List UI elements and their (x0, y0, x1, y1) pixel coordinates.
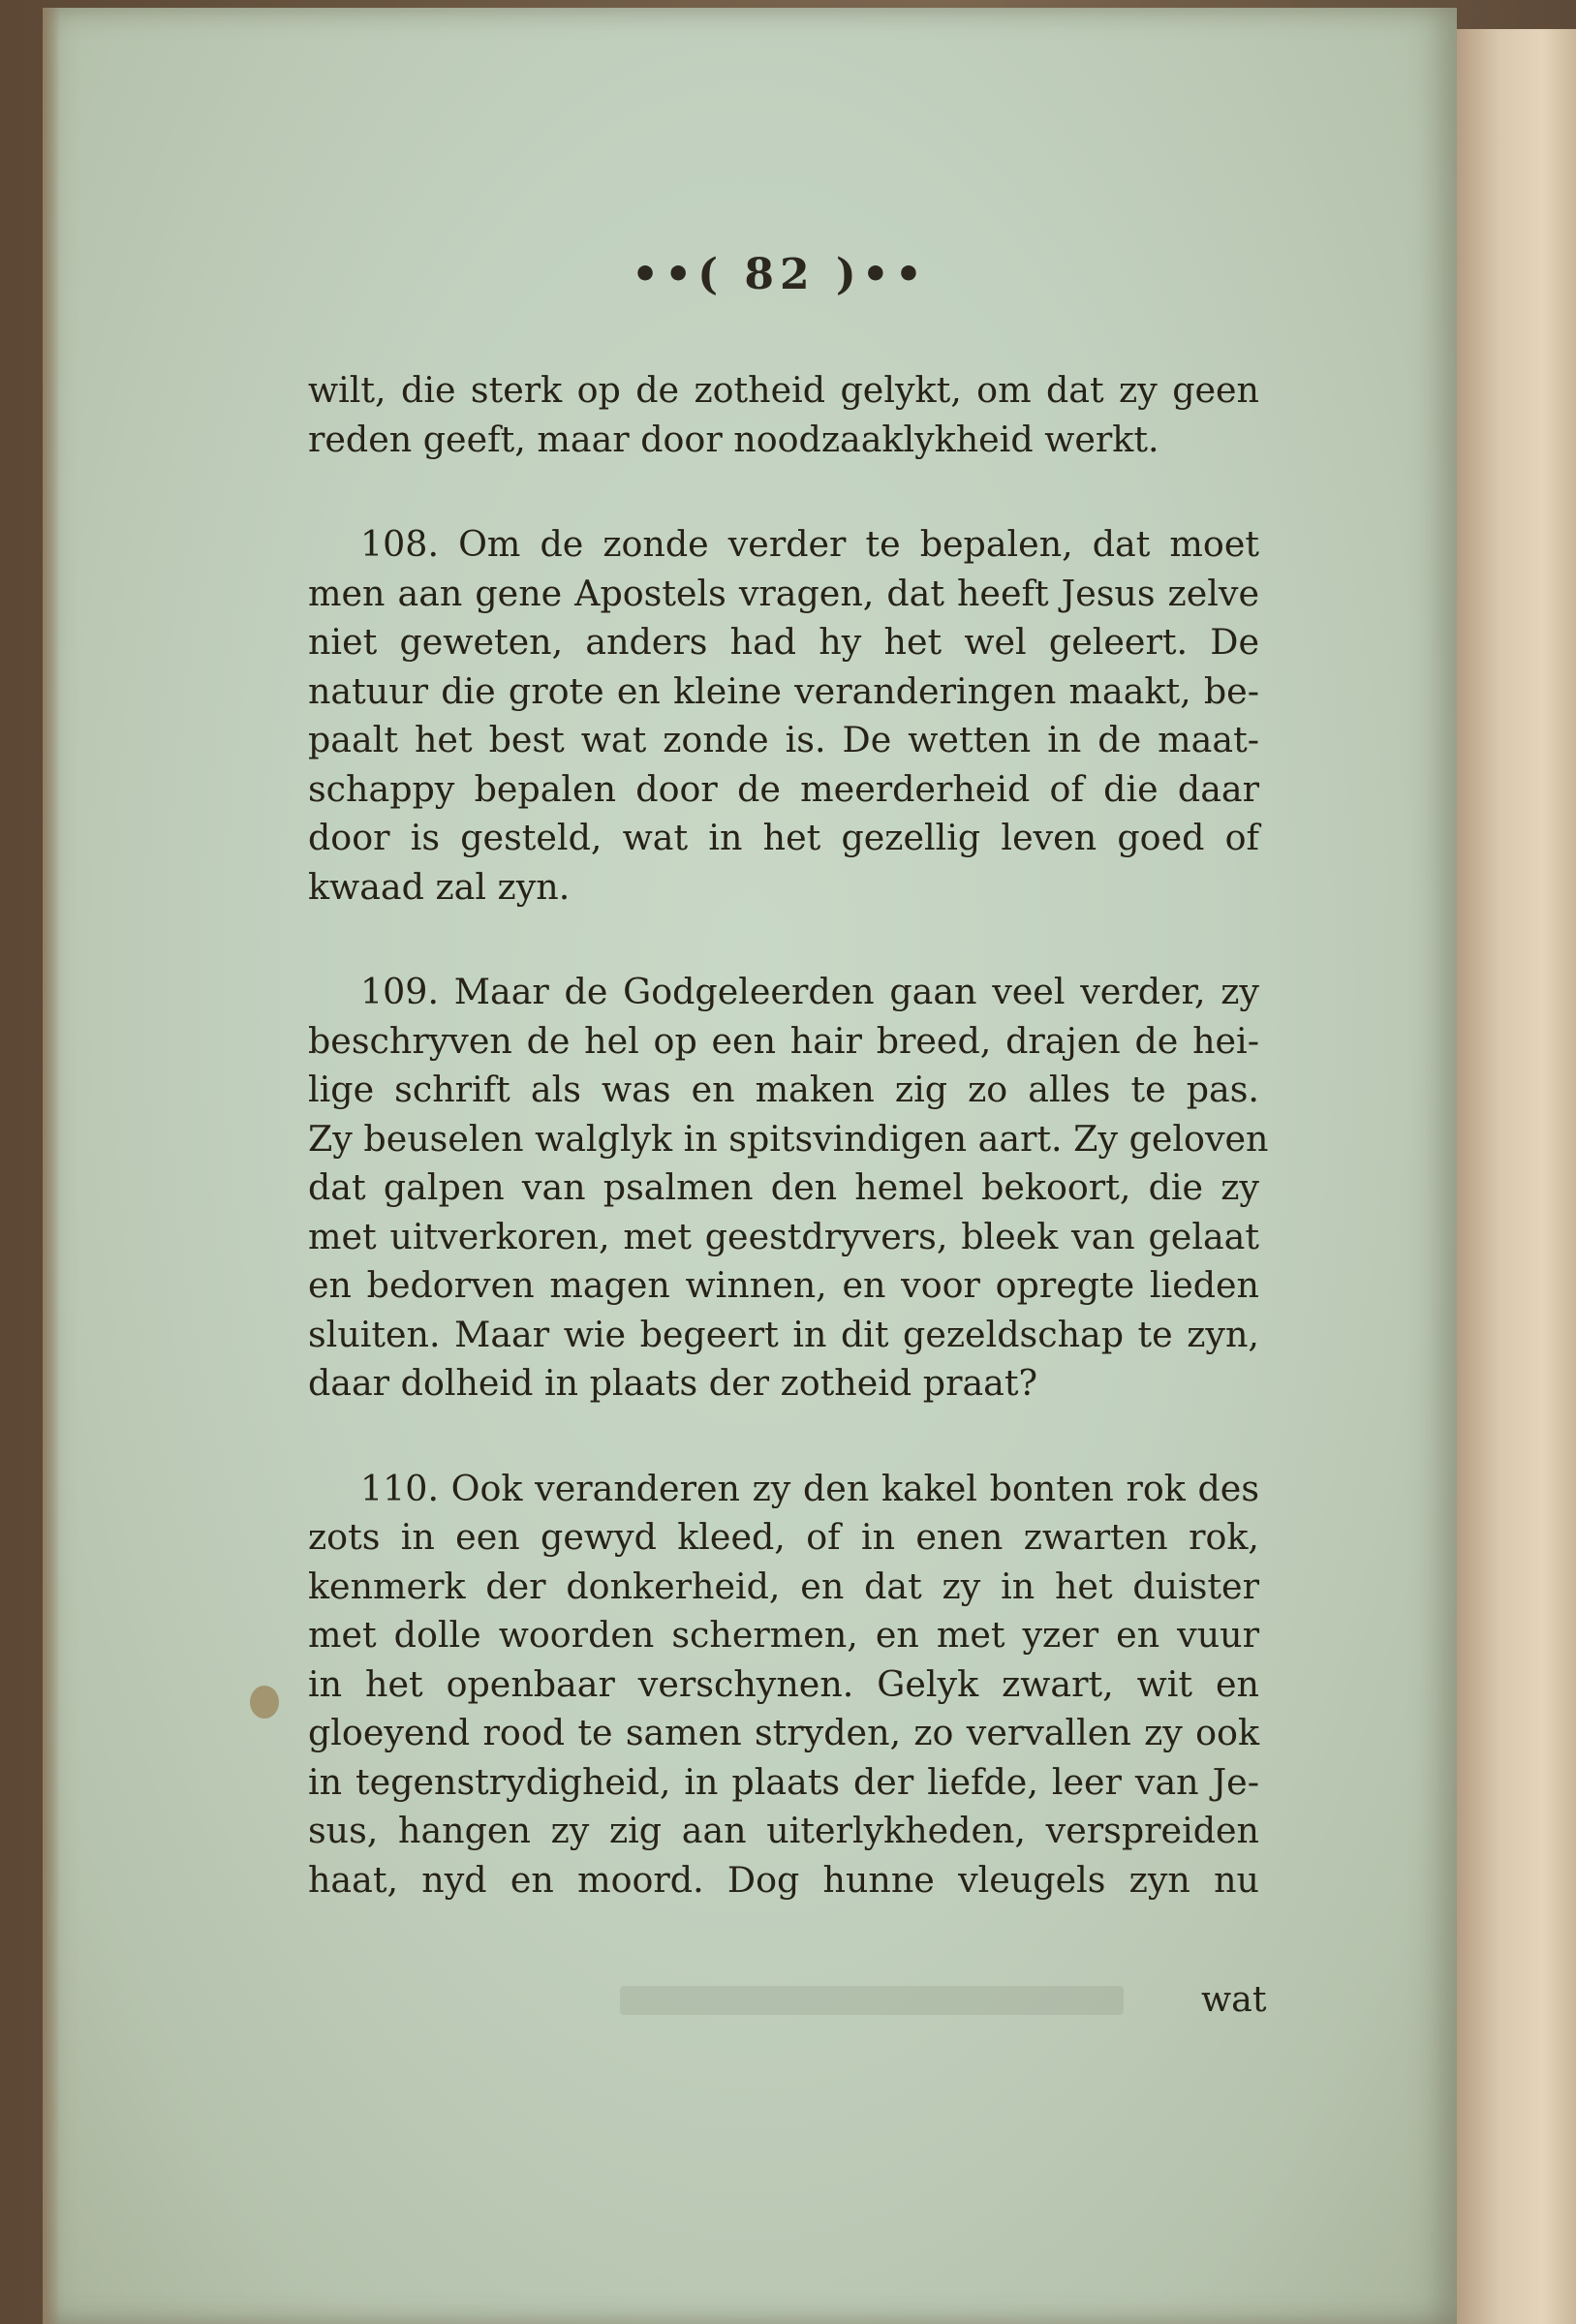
text-line: daar dolheid in plaats der zotheid praat? (308, 1362, 1037, 1404)
text-line: men aan gene Apostels vragen, dat heeft Jesus zelve (308, 572, 1259, 614)
text-line: kwaad zal zyn. (308, 865, 571, 908)
text-line: 109. Maar de Godgeleerden gaan veel verder, zy (360, 971, 1259, 1012)
text-line: met dolle woorden schermen, en met yzer en vuur (308, 1614, 1259, 1656)
text-line: gloeyend rood te samen stryden, zo vervallen zy ook (308, 1712, 1259, 1753)
page-gutter-shadow (43, 8, 60, 2324)
text-line: kenmerk der donkerheid, en dat zy in het duister (308, 1565, 1259, 1607)
text-line: in het openbaar verschynen. Gelyk zwart, wit en (308, 1662, 1259, 1705)
text-line: door is gesteld, wat in het gezellig leven goed of (308, 817, 1259, 858)
text-line: paalt het best wat zonde is. De wetten in de maat- (308, 719, 1259, 760)
text-line: niet geweten, anders had hy het wel geleert. De (308, 621, 1259, 663)
text-block (308, 366, 1269, 1905)
paragraph-109 (308, 968, 1269, 1409)
text-line: schappy bepalen door de meerderheid of die daar (308, 767, 1259, 810)
text-line: sus, hangen zy zig aan uiterlykheden, verspreiden (308, 1810, 1259, 1851)
text-line: en bedorven magen winnen, en voor opregte lieden (308, 1264, 1259, 1306)
text-line: lige schrift als was en maken zig zo alles te pas. (308, 1069, 1259, 1110)
text-line: zots in een gewyd kleed, of in enen zwarten rok, (308, 1516, 1259, 1558)
show-through-text (620, 1986, 1124, 2015)
text-line: wilt, die sterk op de zotheid gelykt, om dat zy geen (308, 369, 1259, 411)
text-line: 110. Ook veranderen zy den kakel bonten rok des (360, 1467, 1259, 1509)
paragraph-110 (308, 1465, 1259, 1906)
facing-page-edge (1453, 29, 1576, 2324)
text-line: in tegenstrydigheid, in plaats der liefde, leer van Je- (308, 1760, 1259, 1803)
text-line: met uitverkoren, met geestdryvers, bleek van gelaat (308, 1215, 1259, 1257)
text-line: 108. Om de zonde verder te bepalen, dat moet (360, 523, 1259, 565)
continuation-paragraph (308, 366, 1259, 464)
text-line: reden geeft, maar door noodzaaklykheid werkt. (308, 418, 1159, 460)
text-line: beschryven de hel op een hair breed, drajen de hei- (308, 1019, 1259, 1062)
text-line: dat galpen van psalmen den hemel bekoort, die zy (308, 1166, 1259, 1208)
paragraph-108 (308, 520, 1259, 912)
text-line: Zy beuselen walglyk in spitsvindigen aart. Zy geloven (308, 1117, 1269, 1160)
page-number: ••( 82 )•• (632, 250, 928, 299)
text-line: natuur die grote en kleine veranderingen maakt, be- (308, 669, 1259, 712)
text-line: sluiten. Maar wie begeert in dit gezeldschap te zyn, (308, 1313, 1259, 1355)
text-line: haat, nyd en moord. Dog hunne vleugels zyn nu (308, 1858, 1259, 1901)
foxing-stain (250, 1686, 279, 1719)
catchword: wat (1201, 1978, 1267, 2020)
